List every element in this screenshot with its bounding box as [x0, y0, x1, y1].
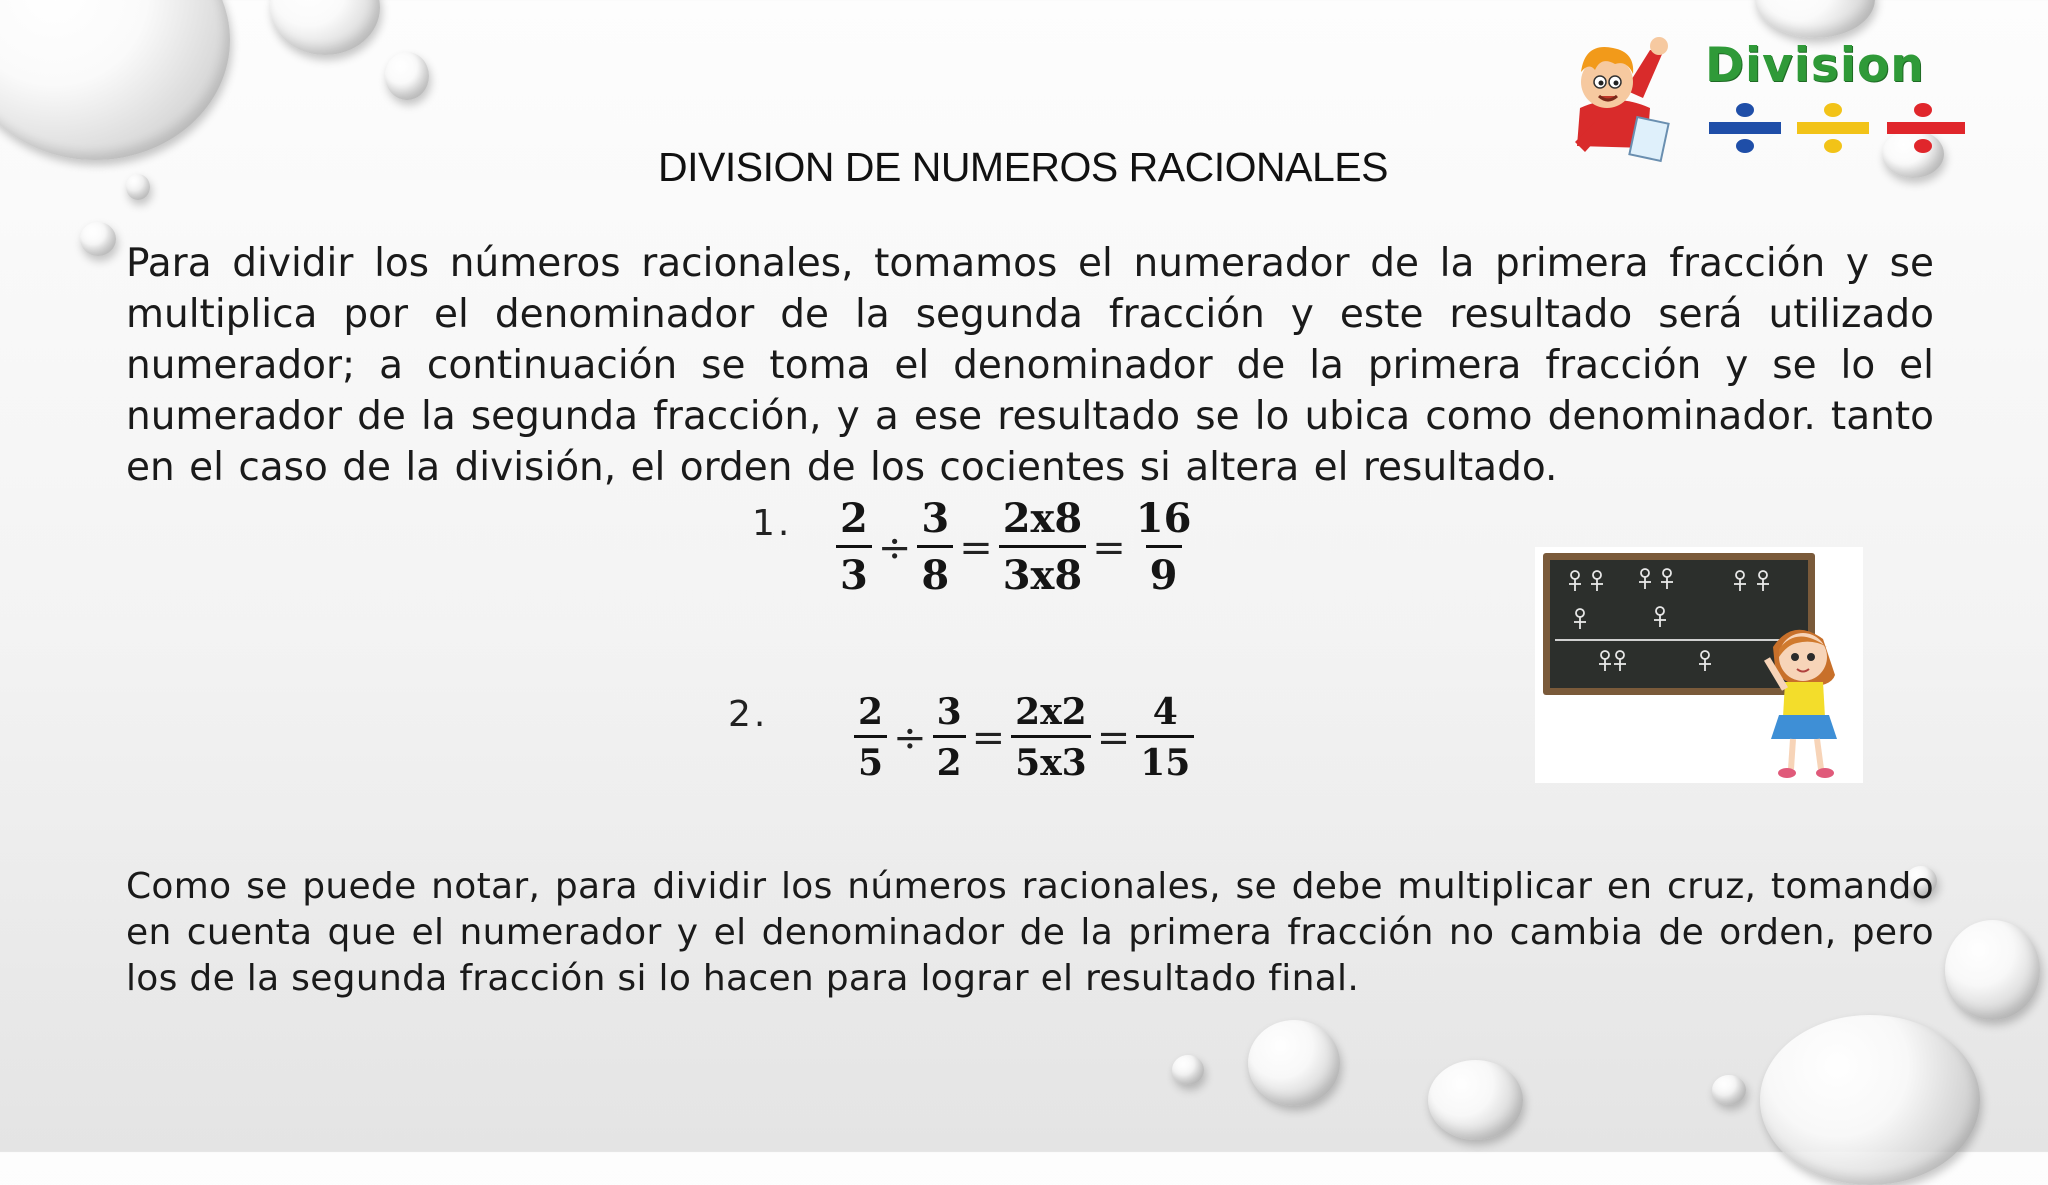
fraction: $\frac{2}{5}$: [854, 689, 887, 786]
fraction: $\frac{4}{15}$: [1136, 689, 1194, 786]
example-2-equation: [854, 689, 1194, 786]
water-drop: [1428, 1060, 1523, 1140]
fraction: $\frac{2x2}{5x3}$: [1011, 689, 1091, 786]
intro-paragraph: Para dividir los números racionales, tomamos el numerador de la primera fracción y se multiplica por el denominador de la segunda fracción y este resultado será utilizado numerador; a continuación se toma el denominador de la primera fracción y se lo el numerador de la segunda fracción, y a ese resultado se lo ubica como denominador. tanto en el caso de la división, el orden de los cocientes si altera el resultado.: [126, 241, 1934, 490]
logo-title: Division: [1705, 38, 1925, 93]
example-2-number: 2.: [728, 694, 769, 735]
water-drop: [1712, 1075, 1746, 1105]
fraction: $\frac{3}{8}$: [917, 493, 953, 602]
water-drop: [1248, 1020, 1340, 1106]
water-drop: [1760, 1015, 1980, 1185]
chalkboard-girl-icon: [1535, 547, 1863, 783]
water-drop: [0, 0, 230, 160]
fraction: $\frac{3}{2}$: [933, 689, 966, 786]
water-drop: [80, 222, 116, 256]
divide-sign: ÷: [877, 524, 912, 571]
fraction: $\frac{16}{9}$: [1132, 493, 1196, 602]
equals-sign: =: [971, 714, 1006, 761]
conclusion-paragraph: Como se puede notar, para dividir los números racionales, se debe multiplicar en cruz, tomando en cuenta que el numerador y el denominador de la primera fracción no cambia de orden, pero los de la segunda fracción si lo hacen para lograr el resultado final.: [126, 866, 1934, 999]
fraction: $\frac{2}{3}$: [836, 493, 872, 602]
division-logo: [1555, 30, 1975, 165]
water-drop: [1945, 920, 2040, 1020]
example-1-number: 1.: [752, 503, 793, 544]
equals-sign: =: [1092, 524, 1126, 571]
water-drop: [385, 52, 429, 100]
teacher-chalkboard-illustration: [1535, 547, 1863, 783]
division-symbols-icon: [1703, 100, 1973, 160]
example-1-equation: [836, 493, 1195, 602]
water-drop: [1172, 1055, 1204, 1085]
equals-sign: =: [959, 524, 993, 571]
slide-title: DIVISION DE NUMEROS RACIONALES: [658, 144, 1388, 190]
fraction: $\frac{2x8}{3x8}$: [999, 493, 1087, 602]
water-drop: [270, 0, 380, 55]
water-drop: [126, 174, 150, 200]
divide-sign: ÷: [893, 714, 927, 761]
cartoon-boy-icon: [1555, 30, 1705, 165]
equals-sign: =: [1096, 714, 1131, 761]
